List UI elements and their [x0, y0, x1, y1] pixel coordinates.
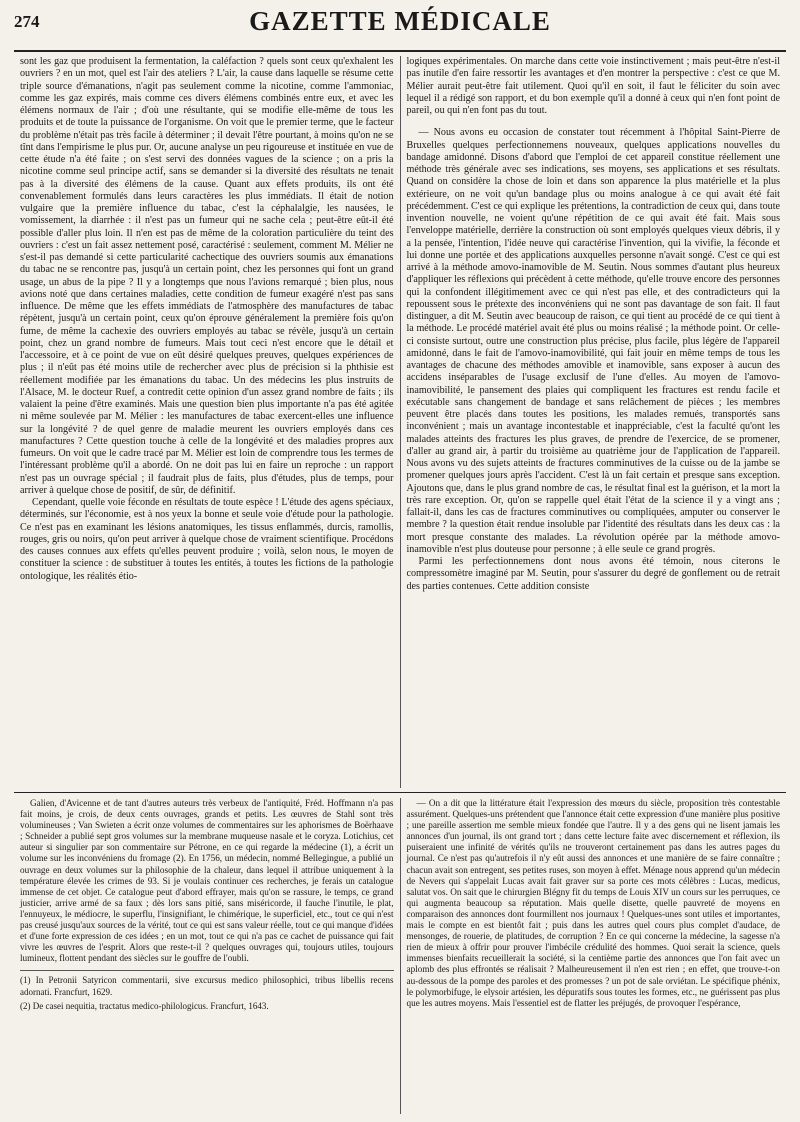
feuilleton [14, 798, 786, 1114]
footnote: (2) De casei nequitia, tractatus medico-philologicus. Francfurt, 1643. [20, 1000, 269, 1011]
newspaper-page [14, 6, 786, 1116]
article-paragraph: — Nous avons eu occasion de constater tout récemment à l'hôpital Saint-Pierre de Bruxelles quelques perfectionnemens nouveaux, quelques applications nouvelles du bandage amidonné. Disons d'abord que l'emploi de cet appareil constitue réellement une méthode très générale avec ses indications, ses moyens, ses applications et ses résultats. Quand on considère la chose de loin et dans son apparence la plus matérielle et la plus extérieure, on ne voit qu'un bandage plus ou moins analogue à ce qui avait été fait précédemment. C'est ce qui explique les prétentions, la contradiction de ceux qui, dans toute invention nouvelle, ne voient qu'une répétition de ce qui avait été fait. Mais sous l'enveloppe matérielle, derrière la construction où sont employés quelques vieux débris, il y a la pensée, l'intention, l'idée neuve qui caractérise l'invention, qui la vivifie, la féconde et lui donne une portée et des applications auxquelles personne n'avait songé. C'est ce qui est arrivé à la méthode amovo-inamovible de M. Seutin. Nous sommes d'autant plus heureux d'appliquer les réflexions qui précèdent à cette méthode, qu'elle trouve encore des personnes qui la confondent illégitimement avec ce qui n'est pas elle, et des contradicteurs qui la repoussent sous le prétexte des inconvéniens qui ne sont pas davantage de son fait. Il faut distinguer, a dit M. Seutin avec beaucoup de raison, ce qui tient au procédé de ce qui tient à la méthode. Le procédé matériel avait été plus ou moins réalisé ; la méthode point. Or celle-ci consiste surtout, outre une construction plus précise, plus facile, plus légère de l'appareil amidonné, dans le fait de l'amovo-inamovibilité, qui fait jouir en même temps de tous les avantages de chacune des méthodes amovible et inamovible, sans exposer à aucun des accidens inséparables de l'usage exclusif de l'une d'elles. Au moyen de l'amovo-inamovibilité, le pansement des plaies qui compliquent les fractures est rendu facile et exécutable sans changement de bandage et sans relâchement de pièces ; les membres peuvent être placés dans toutes les positions, les malades remués, transportés sans inconvénient ; mais un avantage incontestable et inappréciable, c'est la faculté qu'ont les malades atteints des fractures les plus graves, de prendre de l'exercice, de se promener, d'aller au grand air, à partir du troisième au quatrième jour de l'application de l'appareil. Nous avons vu des sujets atteints de fractures comminutives de la cuisse ou de la jambe se promener quelques jours après l'accident. C'est là un fait certain et presque sans exception. Ajoutons que, dans le plus grand nombre de cas, le résultat final est la guérison, et la mort la très rare exception. Or, qu'on se rappelle quel était l'état de la science il y a vingt ans ; fallait-il, dans les cas de fractures comminutives ou compliquées, amputer ou conserver le membre ? la question était rendue insoluble par l'identité des résultats dans les deux cas : la mort presque constante des malades. La révolution opérée par la méthode amovo-inamovible n'est plus douteuse pour personne ; à elle seule ce grand progrès. [406, 127, 780, 555]
main-article [14, 56, 786, 788]
footnotes [20, 970, 394, 1011]
feuilleton-divider [14, 792, 786, 793]
article-paragraph: Cependant, quelle voie féconde en résultats de toute espèce ! L'étude des agens spéciaux, déterminés, sur l'économie, est à nos yeux la bonne et seule voie d'étude pour la pathologie. Ce n'est pas en examinant les lésions anatomiques, les tissus enflammés, durcis, ramollis, rouges, gris ou noirs, qu'on peut arriver à quelque chose de vraiment scientifique. Procédons des causes connues aux effets qu'elles peuvent produire ; voilà, selon nous, le moyen de constituer la science : de substituer à toutes les entités, à toutes les fictions de la pathologie ontologique, les réalités étio- [20, 497, 394, 582]
feuilleton-column-left [14, 798, 400, 1114]
feuilleton-column-right [400, 798, 787, 1114]
article-paragraph: logiques expérimentales. On marche dans cette voie instinctivement ; mais peut-être n'est-il pas inutile d'en faire ressortir les avantages et d'en montrer la perspective : c'est ce que M. Mélier aurait peut-être fait utilement. Quoi qu'il en soit, il faut le féliciter du soin avec lequel il a rédigé son rapport, et du bon exemple qu'il a donné à ceux qui n'en font point de pareil, ou qui n'en font pas du tout. [406, 56, 780, 116]
masthead-title: GAZETTE MÉDICALE [249, 6, 551, 36]
article-paragraph: sont les gaz que produisent la fermentation, la caléfaction ? quels sont ceux qu'exhalent les ouvriers ? en un mot, quel est l'air des ateliers ? L'air, la cause dans laquelle se résume cette triple source d'émanations, n'agit pas seulement comme la nicotine, comme l'ammoniac, comme les gaz expirés, mais comme ces divers élémens combinés entre eux, et avec les élémens normaux de l'air ; d'où une résultante, qui se modifie elle-même de tous les produits et de toute la puissance de l'organisme. On voit que le premier terme, que le facteur du problème n'était pas très facile à déterminer ; il devait l'être pourtant, à moins qu'on ne se tînt dans l'empirisme le plus pur. Or, aucune analyse un peu rigoureuse et instituée en vue de cette étude n'a été faite ; on s'est servi des données vagues de la science ; on a pris la nicotine comme seul principe actif, sans se demander si la diversité des résultats ne tenait pas à la diversité des élémens de la cause. Quant aux effets produits, ils ont été convenablement formulés dans leurs caractères les plus immédiats. Il était de notion vulgaire que la première influence du tabac, c'est la céphalalgie, les nausées, le vomissement, la diarrhée : il n'est pas un fumeur qui ne sache cela ; peut-être eût-il été possible d'aller plus loin. Il n'en est pas de même de la coloration particulière du teint des ouvriers : c'est un fait assez nettement posé, caractérisé : seulement, comment M. Mélier ne s'est-il pas demandé si cette particularité cachectique des ouvriers soumis aux émanations du tabac ne se rencontre pas, jusqu'à un certain point, chez les personnes qui font un grand usage, un abus de la pipe ? Il y a longtemps que nous l'avions remarqué ; bien plus, nous avions noté que dans certaines maladies, cette condition de fumeur exagéré n'est pas sans influence. De même que les effets immédiats de l'atmosphère des manufactures de tabac répètent, jusqu'à un certain point, ceux qu'on éprouve généralement la première fois qu'on fume, de même la cachexie des ouvriers employés au tabac se révèle, jusqu'à un certain point, chez un grand nombre de fumeurs. Mais tout ceci n'est encore que le détail et l'accessoire, et à ce point de vue on eût désiré quelques preuves, quelques expériences de plus ; il n'eût pas été moins utile de rechercher avec plus de précision si la phthisie est réellement modifiée par les émanations du tabac. Un des médecins les plus instruits de l'Alsace, M. le docteur Ruef, a contredit cette opinion d'un assez grand nombre de faits ; ils valaient la peine d'être examinés. Mais une question bien plus importante n'a pas été agitée ni même soulevée par M. Mélier : les manufactures de tabac exercent-elles une influence sur la longévité ? de quel genre de maladie meurent les ouvriers employés dans ces manufactures ? Cette question touche à celle de la longévité et des maladies propres aux fumeurs. On voit que le cadre tracé par M. Mélier est loin de comprendre tous les termes de l'intéressant problème qu'il a abordé. On ne doit pas lui en faire un reproche : un rapport n'est pas un ouvrage spécial ; il faudrait plus de faits, plus d'études, plus de temps, pour arriver à quelque chose de positif, de sûr, de définitif. [20, 56, 394, 496]
page-number: 274 [14, 12, 40, 31]
feuilleton-paragraph: Galien, d'Avicenne et de tant d'autres auteurs très verbeux de l'antiquité, Fréd. Hoffmann n'a pas fait moins, je crois, de deux cents ouvrages, grands et petits. Les œuvres de Stahl sont très volumineuses ; Van Swieten a écrit onze volumes de commentaires sur les aphorismes de Boërhaave ; Schneider a publié sept gros volumes sur la membrane muqueuse nasale et le coryza. Lotichius, cet auteur si singulier par son commentaire sur Pétrone, en ce qui regarde la médecine (1), a écrit un volume sur les inconvéniens du fromage (2). En 1756, un médecin, nommé Bellegingue, a publié un ouvrage en deux volumes sur la philosophie de la chaleur, dans lequel il attribue uniquement à la température élevée les crimes de 93. Si je voulais continuer ces recherches, je ferais un catalogue immense de cet objet. Ce catalogue peut d'abord effrayer, mais qu'on se rassure, le temps, ce grand justicier, arrive armé de sa faux ; dès lors sans pitié, sans miséricorde, il fauche l'inutile, le plat, l'ennuyeux, le médiocre, le superflu, l'insignifiant, le chimérique, le superficiel, etc., tout ce qui n'est pas creusé jusqu'aux sources de la vérité, tout ce qui est sans valeur réelle, tout ce qui manque d'idées et d'une forte expression de ces idées ; en un mot, tout ce qui n'a pas ce cachet de puissance qui fait vivre les œuvres de l'esprit. Alors que reste-t-il ? quelques ouvrages qui, toujours utiles, toujours lumineux, flottent pendant des siècles sur le gouffre de l'oubli. [20, 798, 394, 964]
article-paragraph: Parmi les perfectionnemens dont nous avons été témoin, nous citerons le compressomètre imaginé par M. Seutin, pour s'assurer du degré de gonflement ou de retrait des parties contenues. Cette addition consiste [406, 556, 780, 592]
article-column-left [14, 56, 400, 788]
page-header [14, 6, 786, 52]
feuilleton-paragraph: — On a dit que la littérature était l'expression des mœurs du siècle, proposition très contestable assurément. Quelques-uns prétendent que l'annonce était cette expression d'une manière plus positive ; une pareille assertion me semble mieux fondée que l'autre. Il y a des gens qui ne lisent jamais les annonces d'un journal, ils ont grand tort ; dans cette lecture faite avec discernement et réflexion, ils puiseraient une infinité de vérités qu'ils ne trouveront certainement pas dans les autres pages du journal. Ce n'est pas qu'autrefois il n'y eût aussi des annonces et une manière de se faire connaître ; chacun avait son entregent, ses petites ruses, son moyen à effet. Ménage nous apprend qu'un médecin de Nevers qui s'appelait Lucas avait fait graver sur sa porte ces mots célèbres : Lucas, medicus, salutat vos. On sait que le chirurgien Blégny fit du temps de Louis XIV un cours sur les perruques, ce qui augmenta beaucoup sa réputation. Mais quelle disette, quelle pauvreté de moyens en comparaison des annonces dont fourmillent nos journaux ! Quelques-unes sont utiles et importantes, mais le compte en est bientôt fait ; puis dans les autres quel cours plus complet d'audace, de mensonges, de rouerie, de platitudes, de corruption ? En ce qui concerne la médecine, la sagesse n'a rien de mieux à offrir pour prouver l'imbécile crédulité des hommes. Quoi serait la science, quels immenses bienfaits recueillerait la société, si la centième partie des annonces que l'on fait avec un aplomb des plus effrontés se réalisait ? Malheureusement il n'en est rien ; en effet, que trouve-t-on au-dessous de la pompe des paroles et des promesses ? un pot de sale orviétan. Le spécifique phénix, le polymorbifuge, le elysoir artésien, les dépuratifs sous toutes les formes, etc., ne guérissent pas plus que les autres moyens. Mais l'essentiel est de flatter les préjugés, de provoquer l'espérance, [406, 798, 780, 1008]
footnote: (1) In Petronii Satyricon commentarii, sive excursus medico philosophici, tribus libellis recens adornati. Francfurt, 1629. [20, 975, 394, 997]
article-column-right [400, 56, 787, 788]
